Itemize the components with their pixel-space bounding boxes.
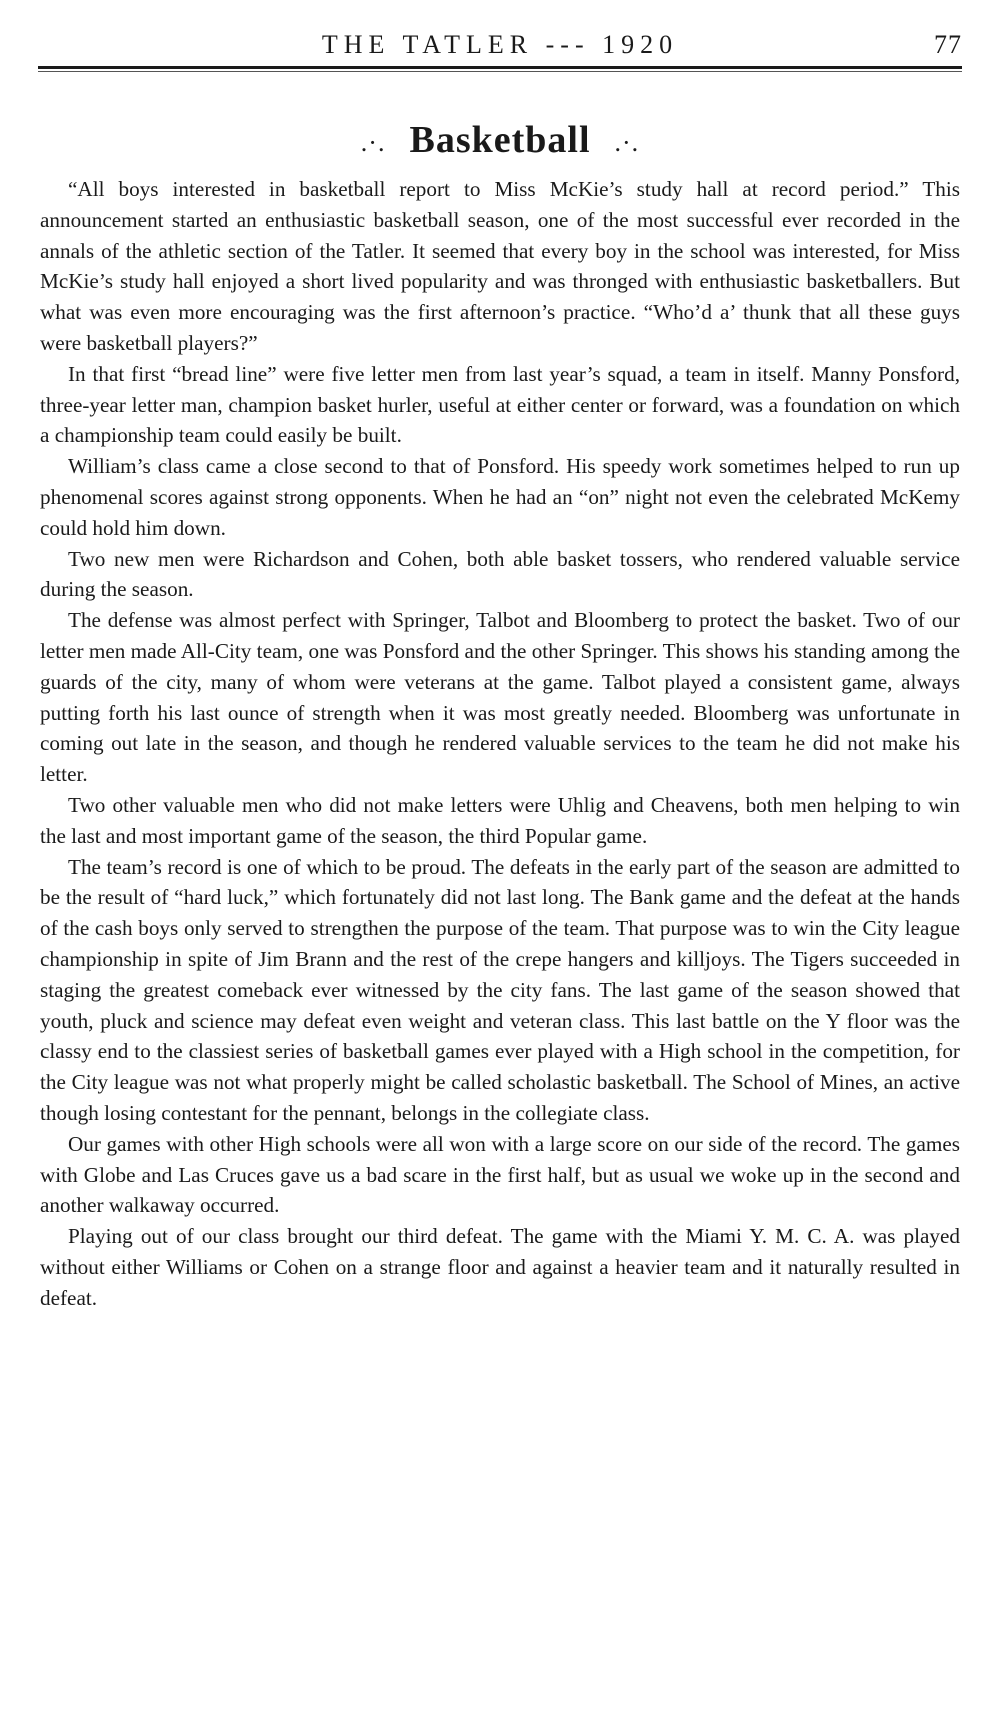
paragraph: The team’s record is one of which to be proud. The defeats in the early part of the season are admitted to be the result of “hard luck,” which fortunately did not last long. The Bank game and the defeat at the hands of the cash boys only served to strengthen the purpose of the team. That purpose was to win the City league championship in spite of Jim Brann and the rest of the crepe hangers and killjoys. The Tigers succeeded in staging the greatest comeback ever witnessed by the city fans. The last game of the season showed that youth, pluck and science may defeat even weight and veteran class. This last battle on the Y floor was the classy end to the classiest series of basketball games ever played with a High school in the competition, for the City league was not what properly might be called scholastic basketball. The School of Mines, an active though losing contestant for the pennant, belongs in the collegiate class.: [40, 854, 960, 1125]
running-head: [38, 26, 962, 66]
page-number: 77: [934, 30, 962, 59]
header-rule: [38, 66, 962, 69]
paragraph: Our games with other High schools were all won with a large score on our side of the record. The games with Globe and Las Cruces gave us a bad scare in the first half, but as usual we woke up in the second and another walkaway occurred.: [40, 1131, 960, 1218]
article-body: [40, 174, 960, 1313]
ornament-left: .·.: [360, 128, 386, 158]
header-rule-thin: [38, 71, 962, 72]
paragraph: Two other valuable men who did not make letters were Uhlig and Cheavens, both men helping to win the last and most important game of the season, the third Popular game.: [40, 792, 960, 848]
paragraph: The defense was almost perfect with Springer, Talbot and Bloomberg to protect the basket. Two of our letter men made All-City team, one was Ponsford and the other Springer. This shows his standing among the guards of the city, many of whom were veterans at the game. Talbot played a consistent game, always putting forth his last ounce of strength when it was most greatly needed. Bloomberg was unfortunate in coming out late in the season, and though he rendered valuable services to the team he did not make his letter.: [40, 608, 960, 787]
paragraph: William’s class came a close second to that of Ponsford. His speedy work sometimes helped to run up phenomenal scores against strong opponents. When he had an “on” night not even the celebrated McKemy could hold him down.: [40, 454, 960, 540]
running-title: THE TATLER --- 1920: [321, 30, 679, 59]
article-heading: [0, 118, 1000, 162]
paragraph: In that first “bread line” were five letter men from last year’s squad, a team in itself. Manny Ponsford, three-year letter man, champion basket hurler, useful at either center or forward, was a foundation on which a championship team could easily be built.: [40, 361, 960, 448]
paragraph: Playing out of our class brought our third defeat. The game with the Miami Y. M. C. A. was played without either Williams or Cohen on a strange floor and against a heavier team and it naturally resulted in defeat.: [40, 1224, 960, 1310]
article-title: Basketball: [409, 119, 591, 161]
paragraph: Two new men were Richardson and Cohen, both able basket tossers, who rendered valuable service during the season.: [40, 546, 960, 602]
ornament-right: .·.: [614, 128, 640, 158]
paragraph: “All boys interested in basketball report to Miss McKie’s study hall at record period.” This announcement started an enthusiastic basketball season, one of the most successful ever recorded in the annals of the athletic section of the Tatler. It seemed that every boy in the school was interested, for Miss McKie’s study hall enjoyed a short lived popularity and was thronged with enthusiastic basketballers. But what was even more encouraging was the first afternoon’s practice. “Who’d a’ thunk that all these guys were basketball players?”: [40, 177, 960, 355]
